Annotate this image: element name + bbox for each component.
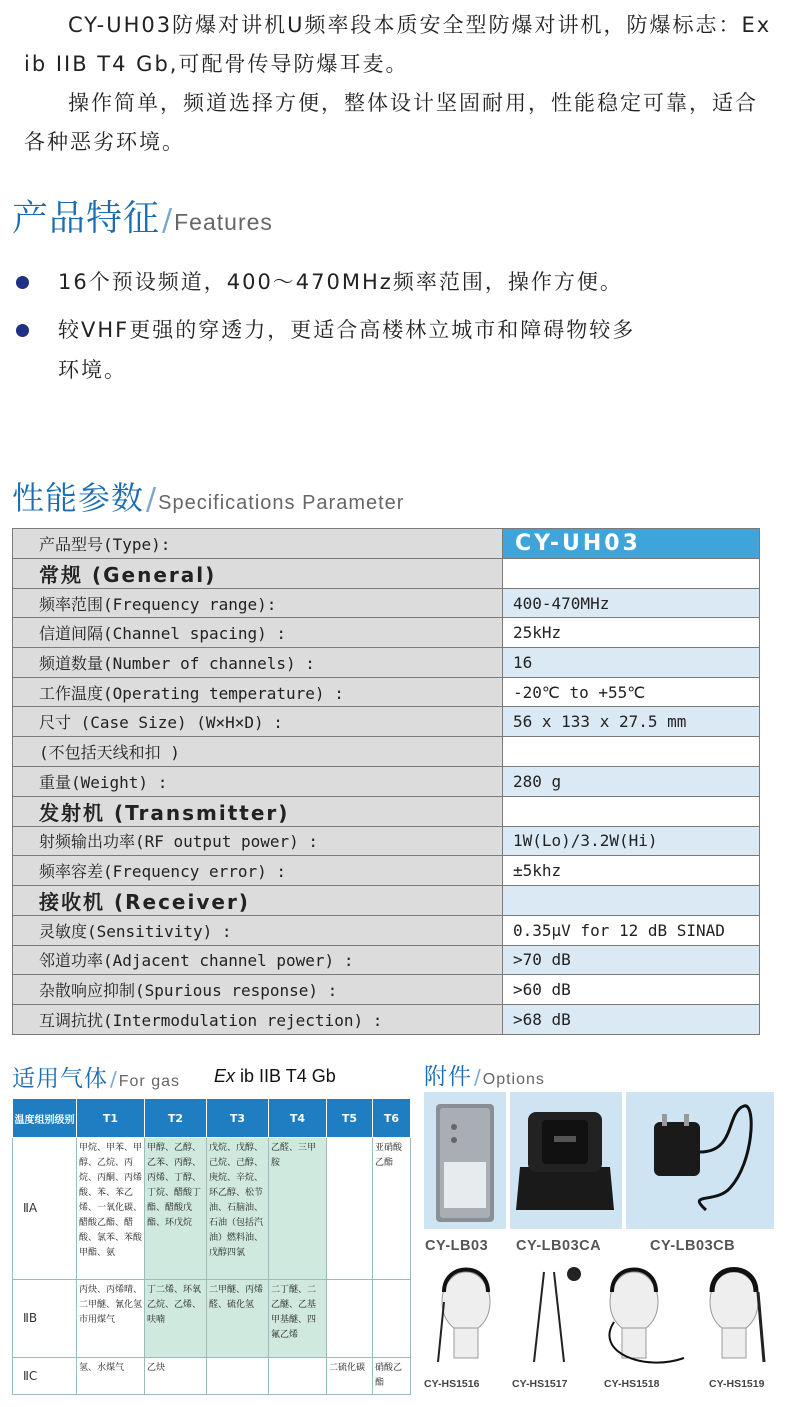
adapter-panel xyxy=(626,1092,774,1229)
gas-header-row: 温度组别级别 T1 T2 T3 T4 T5 T6 xyxy=(13,1099,411,1138)
table-row: 信道间隔(Channel spacing) : 25kHz xyxy=(13,618,760,648)
table-row: 产品型号(Type): CY-UH03 xyxy=(13,529,760,559)
table-row: 重量(Weight) : 280 g xyxy=(13,766,760,796)
feature-item: 较VHF更强的穿透力，更适合高楼林立城市和障碍物较多环境。 xyxy=(16,310,656,390)
table-row: 射频输出功率(RF output power) : 1W(Lo)/3.2W(Hi) xyxy=(13,826,760,856)
headset-icon xyxy=(610,1272,658,1358)
headsets-image xyxy=(424,1262,774,1374)
table-row: 频率范围(Frequency range): 400-470MHz xyxy=(13,588,760,618)
table-row: ⅡB 丙炔、丙烯晴、二甲醚、氰化氢市用煤气 丁二烯、环氧乙烷、乙烯、呋喃 二甲醚、丙烯醛、硫化氢 二丁醚、二乙醚、乙基甲基醚、四氟乙烯 xyxy=(13,1280,411,1358)
headset-label: CY-HS1516 xyxy=(424,1378,480,1390)
intro-paragraph-1: CY-UH03防爆对讲机U频率段本质安全型防爆对讲机，防爆标志：Ex ib IIB T4 Gb,可配骨传导防爆耳麦。 xyxy=(24,13,772,76)
gas-corner-header: 温度组别级别 xyxy=(13,1099,77,1138)
features-heading: 产品特征/Features xyxy=(12,198,273,239)
table-row: 频率容差(Frequency error) : ±5khz xyxy=(13,856,760,886)
table-row: 杂散响应抑制(Spurious response) : >60 dB xyxy=(13,975,760,1005)
options-heading: 附件 / Options xyxy=(424,1064,545,1090)
feature-item: 16个预设频道，400～470MHz频率范围，操作方便。 xyxy=(16,262,656,302)
table-row: ⅡC 氢、水煤气 乙炔 二硫化碳 硝酸乙酯 xyxy=(13,1358,411,1395)
option-label: CY-LB03CA xyxy=(516,1238,602,1254)
headset-label: CY-HS1519 xyxy=(709,1378,765,1390)
headset-label: CY-HS1517 xyxy=(512,1378,568,1390)
specs-heading: 性能参数/ Specifications Parameter xyxy=(12,479,405,517)
options-title: 附件 xyxy=(424,1064,472,1090)
gas-heading: 适用气体 / For gas xyxy=(12,1066,180,1092)
table-row: 接收机 (Receiver) xyxy=(13,885,760,915)
table-row: 工作温度(Operating temperature) : -20℃ to +55℃ xyxy=(13,677,760,707)
charger-panel xyxy=(510,1092,622,1229)
specs-subtitle: Specifications Parameter xyxy=(158,492,405,514)
option-label: CY-LB03CB xyxy=(650,1238,736,1254)
battery-icon xyxy=(424,1092,506,1229)
spec-table xyxy=(12,528,760,1035)
table-row: 灵敏度(Sensitivity) : 0.35μV for 12 dB SINAD xyxy=(13,915,760,945)
table-row: 邻道功率(Adjacent channel power) : >70 dB xyxy=(13,945,760,975)
battery-panel xyxy=(424,1092,506,1229)
features-list xyxy=(16,262,656,398)
gas-table xyxy=(12,1098,411,1395)
explosion-mark: Ex ib IIB T4 Gb xyxy=(214,1066,336,1086)
table-row: 尺寸 (Case Size) (W×H×D) : 56 x 133 x 27.5 mm xyxy=(13,707,760,737)
features-subtitle: Features xyxy=(174,209,273,235)
headset-icon xyxy=(442,1272,490,1358)
model-value: CY-UH03 xyxy=(503,529,760,559)
table-row: ⅡA 甲烷、甲苯、甲醇、乙烷、丙烷、丙酮、丙烯酸、苯、苯乙烯、一氧化碳、醋酸乙酯、醋酸、氯苯、苯酸甲酯、氨 甲醇、乙醇、乙苯、丙醇、丙烯、丁醇、丁烷、醋酸丁酯、醋酸戊酯、环戊烷 戊烷、戊醇、己烷、己醇、庚烷、辛烷、环乙醇、松节油、石脑油、石油（包括汽油）燃料油、戊醇四氯 乙醛、三甲胺 亚硝酸乙酯 xyxy=(13,1138,411,1280)
table-row: (不包括天线和扣 ) xyxy=(13,737,760,767)
headset-icon xyxy=(710,1272,758,1358)
intro-paragraph-2: 操作简单，频道选择方便，整体设计坚固耐用，性能稳定可靠，适合各种恶劣环境。 xyxy=(24,91,758,154)
table-row: 发射机 (Transmitter) xyxy=(13,796,760,826)
table-row: 频道数量(Number of channels) : 16 xyxy=(13,648,760,678)
intro-text xyxy=(24,6,774,162)
table-row: 常规 (General) xyxy=(13,558,760,588)
specs-title: 性能参数 xyxy=(12,479,145,517)
bullet-icon xyxy=(16,324,29,337)
headset-label: CY-HS1518 xyxy=(604,1378,660,1390)
option-label: CY-LB03 xyxy=(425,1238,489,1254)
bullet-icon xyxy=(16,276,29,289)
gas-title: 适用气体 xyxy=(12,1066,108,1092)
table-row: 互调抗扰(Intermodulation rejection) : >68 dB xyxy=(13,1004,760,1034)
power-adapter-icon xyxy=(626,1092,774,1229)
options-subtitle: Options xyxy=(482,1071,545,1088)
gas-subtitle: For gas xyxy=(118,1073,180,1090)
features-title: 产品特征 xyxy=(12,198,161,239)
charger-icon xyxy=(510,1092,622,1229)
